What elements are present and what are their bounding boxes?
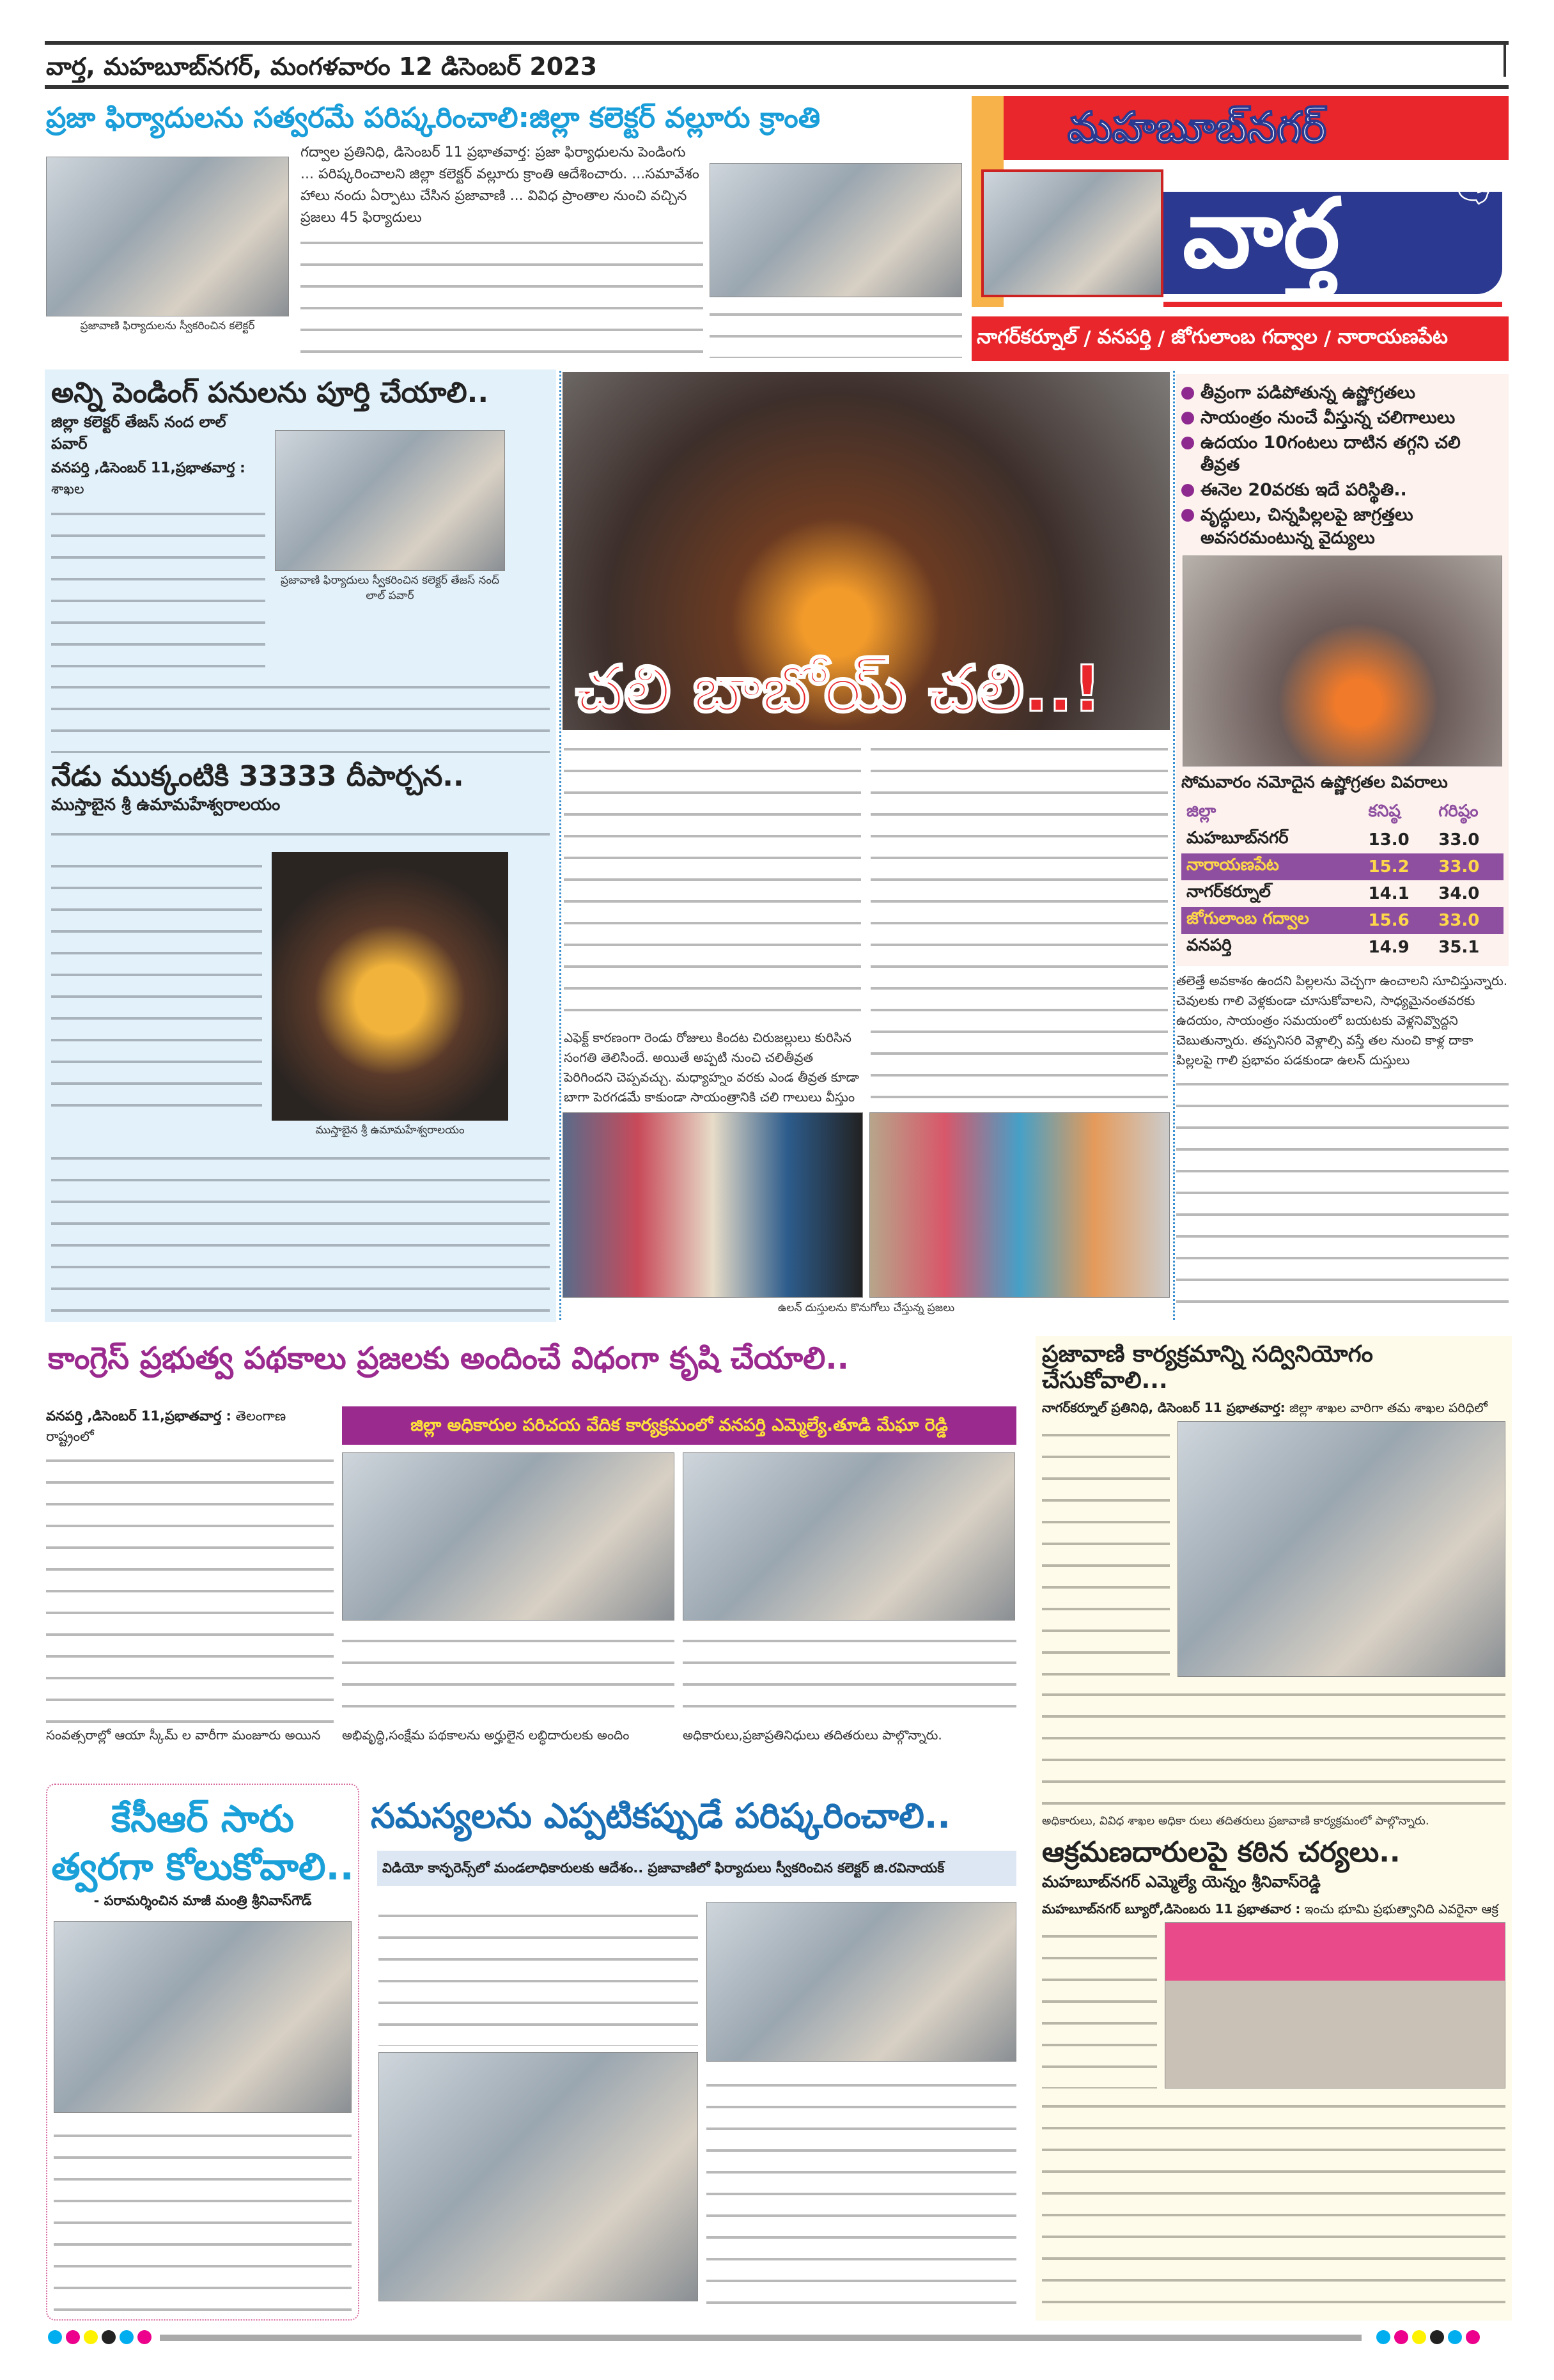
masthead xyxy=(972,96,1509,361)
photo-hall xyxy=(710,163,962,297)
body-text: అధికారులు,ప్రజాప్రతినిధులు తదితరులు పాల్గొన్నారు. xyxy=(683,1727,942,1743)
body-text xyxy=(564,735,861,1028)
cold-headline: చలి బాబోయ్ చలి..! xyxy=(575,651,1102,726)
top-body: గద్వాల ప్రతినిధి, డిసెంబర్ 11 ప్రభాతవార్త: ప్రజా ఫిర్యాధులను పెండింగు ... పరిష్కరించాలని జిల్లా కలెక్టర్ వల్లూరు క్రాంతి ఆదేశించారు. ...సమావేశం హాలు నందు ఏర్పాటు చేసిన ప్రజావాణి ... వివిధ ప్రాంతాల నుంచి వచ్చిన ప్రజలు 45 ఫిర్యాదులు xyxy=(300,144,699,226)
cold-body: ఎఫెక్ట్ కారణంగా రెండు రోజులు కిందట చిరుజల్లులు కురిసిన సంగతి తెలిసిందే. అయితే అప్పటి నుంచి చలితీవ్రత పెరిగిందని చెప్పవచ్చు. మధ్యాహ్నం వరకు ఎండ తీవ్రత కూడా బాగా పెరగడమే కాకుండా సాయంత్రానికి చలి గాలులు వీస్తుం xyxy=(564,1030,859,1105)
right-body: తలెత్తే అవకాశం ఉందని పిల్లలను వెచ్చగా ఉంచాలని సూచిస్తున్నారు. చెవులకు గాలి వెళ్లకుండా చూసుకోవాలని, సాధ్యమైనంతవరకు ఉదయం, సాయంత్రం సమయంలో బయటకు వెళ్లనివ్వొద్దని చెబుతున్నారు. తప్పనిసరి వెళ్లాల్సి వస్తే తల నుంచి కాళ్ల దాకా పిల్లలపై గాలి ప్రభావం పడకుండా ఉలన్ దుస్తులు xyxy=(1176,972,1508,1068)
congress-banner: జిల్లా అధికారుల పరిచయ వేదిక కార్యక్రమంలో వనపర్తి ఎమ్మెల్యే.తూడి మేఘా రెడ్డి xyxy=(342,1406,1016,1445)
problems-banner: విడియో కాన్ఫరెన్స్‌లో మండలాధికారులకు ఆదేశం.. ప్రజావాణిలో ఫిర్యాదులు స్వీకరించిన కలెక్టర్ జి.రవినాయక్ xyxy=(377,1851,1016,1886)
district-bar: నాగర్‌కర్నూల్ / వనపర్తి / జోగులాంబ గద్వాల / నారాయణపేట xyxy=(972,316,1509,361)
problems-headline: సమస్యలను ఎప్పటికప్పుడే పరిష్కరించాలి.. xyxy=(371,1796,951,1836)
body-text xyxy=(710,300,962,358)
kcr-box xyxy=(46,1784,359,2321)
photo-hospital xyxy=(54,1921,352,2113)
encroach-headline: ఆక్రమణదారులపై కఠిన చర్యలు.. xyxy=(1042,1835,1401,1869)
bullet: తీవ్రంగా పడిపోతున్న ఉష్ణోగ్రతలు xyxy=(1181,382,1503,404)
body-text xyxy=(54,2122,352,2313)
body-text xyxy=(51,852,262,1121)
photo-collector xyxy=(275,430,505,571)
table-row: జోగులాంబ గద్వాల 15.6 33.0 xyxy=(1181,907,1503,934)
left1-headline: అన్ని పెండింగ్ పనులను పూర్తి చేయాలి.. xyxy=(51,377,489,409)
bullet: వృద్ధులు, చిన్నపిల్లలపై జాగ్రత్తలు అవసరమంటున్న వైద్యులు xyxy=(1181,504,1503,548)
body-text xyxy=(51,1144,550,1316)
body-text xyxy=(1042,1421,1170,1677)
table-row: మహబూబ్‌నగర్ 13.0 33.0 xyxy=(1186,828,1480,850)
bullet: సాయంత్రం నుంచే వీస్తున్న చలిగాలులు xyxy=(1181,407,1503,429)
dateline: నాగర్‌కర్నూల్ ప్రతినిధి, డిసెంబర్ 11 ప్రభాతవార్త: xyxy=(1042,1399,1286,1415)
color-registration-left xyxy=(46,2330,153,2347)
dateline: వనపర్తి ,డిసెంబర్ 11,ప్రభాతవార్త : xyxy=(51,460,245,476)
body-text xyxy=(706,2071,1016,2314)
divider xyxy=(559,371,561,1320)
dateline: వనపర్తి ,డిసెంబర్ 11,ప్రభాతవార్త : xyxy=(46,1408,231,1424)
body-text: తెలంగాణ రాష్ట్రంలో xyxy=(46,1408,286,1444)
district: జోగులాంబ గద్వాల xyxy=(1171,325,1317,348)
temperature-table: సోమవారం నమోదైన ఉష్ణోగ్రతల వివరాలు జిల్లా కనిష్ఠ గరిష్ఠం మహబూబ్‌నగర్ 13.0 33.0 నారాయణపేట 15.2 33.0 నాగర్‌కర్నూల్ 14.1 34.0 జోగులాంబ గద్వాల 15.6 33.0 వనపర్తి 14.9 35.1 xyxy=(1181,773,1503,961)
photo-mla-speech xyxy=(1165,1922,1505,2088)
table-title: సోమవారం నమోదైన ఉష్ణోగ్రతల వివరాలు xyxy=(1181,772,1448,792)
body-text xyxy=(683,1627,1016,1725)
caption: ప్రజావాణి ఫిర్యాదులను స్వీకరించిన కలెక్టర్ xyxy=(80,320,255,332)
left-column xyxy=(45,369,556,1322)
district: నారాయణపేట xyxy=(1337,325,1448,348)
body-text xyxy=(342,1627,674,1725)
bird-logo: 🕊 xyxy=(1448,163,1497,208)
body-text xyxy=(871,735,1168,1106)
photo-prajavani-nagarkurnool xyxy=(1177,1421,1505,1677)
photo-clothes-1 xyxy=(563,1112,863,1298)
table-row: నాగర్‌కర్నూల్ 14.1 34.0 xyxy=(1186,882,1480,903)
body-text: శాఖల xyxy=(51,481,84,497)
body-text xyxy=(51,820,550,849)
table-row: నారాయణపేట 15.2 33.0 xyxy=(1181,853,1503,880)
right-bottom-column xyxy=(1036,1336,1512,2321)
photo-prajavani-queue xyxy=(378,2052,698,2301)
body-text: అధికారులు, వివిధ శాఖల అధికా రులు తదితరులు ప్రజావాణి కార్యక్రమంలో పాల్గొన్నారు. xyxy=(1042,1814,1429,1828)
kcr-headline-1: కేసీఆర్ సారు xyxy=(111,1797,295,1840)
color-registration-right xyxy=(1374,2330,1482,2347)
congress-headline: కాంగ్రెస్ ప్రభుత్వ పథకాలు ప్రజలకు అందించే విధంగా కృషి చేయాలి.. xyxy=(48,1341,849,1376)
bullet: ఈనెల 20వరకు ఇదే పరిస్థితి.. xyxy=(1181,479,1503,501)
photo-meeting-2 xyxy=(683,1452,1015,1621)
caption: ఉలన్ దుస్తులను కొనుగోలు చేస్తున్న ప్రజలు xyxy=(777,1302,955,1314)
body-text: జిల్లా శాఖల వారిగా తమ శాఖల పరిధిలో xyxy=(1289,1399,1488,1415)
district: నాగర్‌కర్నూల్ xyxy=(977,325,1078,348)
masthead-city: మహబూబ్‌నగర్ xyxy=(1068,103,1327,152)
caption: ముస్తాబైన శ్రీ ఉమామహేశ్వరాలయం xyxy=(315,1124,465,1137)
kcr-headline-2: త్వరగా కోలుకోవాలి.. xyxy=(51,1844,354,1888)
right-column xyxy=(1176,374,1509,1307)
prajavani-headline: ప్రజావాణి కార్యక్రమాన్ని సద్వినియోగం చేసుకోవాలి... xyxy=(1042,1341,1373,1394)
divider xyxy=(1173,371,1175,1320)
left1-subhead: జిల్లా కలెక్టర్ తేజస్ నంద లాల్ పవార్ xyxy=(51,413,226,453)
photo-meeting-1 xyxy=(342,1452,674,1621)
header-rule xyxy=(45,85,1509,89)
dateline: వార్త, మహబూబ్‌నగర్, మంగళవారం 12 డిసెంబర్ 2023 xyxy=(46,52,598,81)
top-rule xyxy=(45,41,1509,45)
bullet: ఉదయం 10గంటలు దాటిన తగ్గని చలి తీవ్రత xyxy=(1181,432,1503,476)
district: వనపర్తి xyxy=(1097,325,1151,348)
body-text: ఇంచు భూమి ప్రభుత్వానిది ఎవరైనా ఆక్ర xyxy=(1304,1901,1498,1917)
photo-temple xyxy=(272,852,508,1121)
rule xyxy=(1503,45,1506,77)
photo-clothes-2 xyxy=(869,1112,1170,1298)
photo-children-fire xyxy=(1183,556,1502,766)
kcr-subhead: - పరామర్శించిన మాజీ మంత్రి శ్రీనివాస్‌గౌడ్ xyxy=(93,1893,312,1909)
footer-rule xyxy=(160,2335,1362,2341)
body-text xyxy=(300,229,703,359)
body-text xyxy=(1042,2092,1505,2315)
left2-headline: నేడు ముక్కంటికి 33333 దీపార్చన.. xyxy=(51,760,464,793)
left2-subhead: ముస్తాబైన శ్రీ ఉమామహేశ్వరాలయం xyxy=(51,795,281,814)
caption: ప్రజావాణి ఫిర్యాదులు స్వీకరించిన కలెక్టర్ తేజస్ నంద్ లాల్ పవార్ xyxy=(281,574,499,602)
photo-video-conference xyxy=(706,1902,1016,2062)
dateline: మహబూబ్‌నగర్ బ్యూరో,డిసెంబరు 11 ప్రభాతవార : xyxy=(1042,1901,1301,1917)
body-text xyxy=(1176,1070,1509,1307)
masthead-name: వార్త xyxy=(1183,178,1340,290)
encroach-subhead: మహబూబ్‌నగర్ ఎమ్మెల్యే యెన్నం శ్రీనివాస్‌రెడ్డి xyxy=(1042,1872,1321,1892)
cold-sidebar xyxy=(1176,374,1509,966)
photo-prajavani xyxy=(46,157,289,316)
top-headline: ప్రజా ఫిర్యాదులను సత్వరమే పరిష్కరించాలి:జిల్లా కలెక్టర్ వల్లూరు క్రాంతి xyxy=(46,102,821,134)
body-text xyxy=(1042,1681,1505,1808)
body-text xyxy=(1042,1922,1157,2088)
table-row: వనపర్తి 14.9 35.1 xyxy=(1186,935,1480,957)
body-text xyxy=(46,1447,334,1725)
body-text: సంవత్సరాల్లో ఆయా స్కీమ్ ల వారీగా మంజూరు అయిన xyxy=(46,1727,321,1743)
body-text: అభివృద్ధి,సంక్షేమ పథకాలను అర్హులైన లబ్ధిదారులకు అందిం xyxy=(342,1727,630,1743)
body-text xyxy=(51,673,550,753)
body-text xyxy=(51,500,265,669)
photo-dam xyxy=(981,169,1163,297)
body-text xyxy=(378,1902,698,2046)
